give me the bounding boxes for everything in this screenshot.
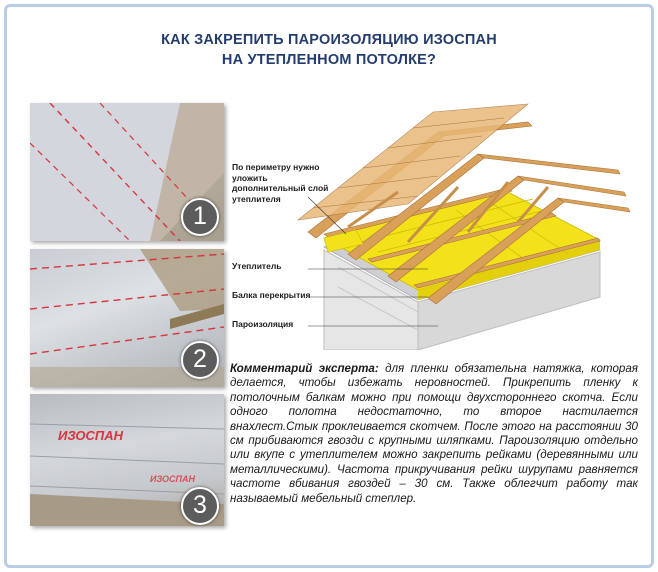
expert-comment-text: для пленки обязательна натяжка, которая делается, чтобы избежать неровностей. Прикрепить пленку к потолочным балкам можно при помощи двухстороннего скотча. Если одного полотна недостаточно, то второе настилается внахлест.Стык проклеивается скотчем. После этого на расстоянии 30 см прибиваются гвозди с крупными шляпками. Пароизоляцию отдельно или вкупе с утеплителем можно закрепить рейками (деревянными или металлическими). Частота прикручивания рейки шурупами равняется частоте вбивания гвоздей – 30 см. Также облегчит работу так называемый мебельный степлер. — [230, 362, 638, 505]
brand-mark-text: ИЗОСПАН — [58, 428, 124, 443]
label-perimeter-insulation: По периметру нужно уложить дополнительный слой утеплителя — [232, 162, 329, 204]
insulation-edge — [140, 249, 224, 311]
title-line-2: НА УТЕПЛЕННОМ ПОТОЛКЕ? — [221, 52, 437, 68]
roof-structure-diagram — [228, 92, 644, 350]
label-vapor-barrier: Пароизоляция — [232, 319, 294, 329]
step-number-1: 1 — [181, 198, 219, 236]
rafter — [518, 176, 626, 196]
label-insulation: Утеплитель — [232, 261, 282, 271]
brand-mark-text: ИЗОСПАН — [150, 474, 196, 484]
title-line-1: КАК ЗАКРЕПИТЬ ПАРОИЗОЛЯЦИЮ ИЗОСПАН — [161, 32, 497, 48]
expert-comment — [230, 362, 638, 506]
page-title — [0, 30, 658, 70]
step-number-2: 2 — [181, 341, 219, 379]
rafter — [478, 154, 620, 174]
label-ceiling-beam: Балка перекрытия — [232, 290, 311, 300]
expert-comment-heading: Комментарий эксперта: — [230, 362, 379, 375]
seam-line — [30, 456, 224, 464]
step-number-3: 3 — [181, 487, 219, 525]
rafter — [558, 198, 630, 212]
